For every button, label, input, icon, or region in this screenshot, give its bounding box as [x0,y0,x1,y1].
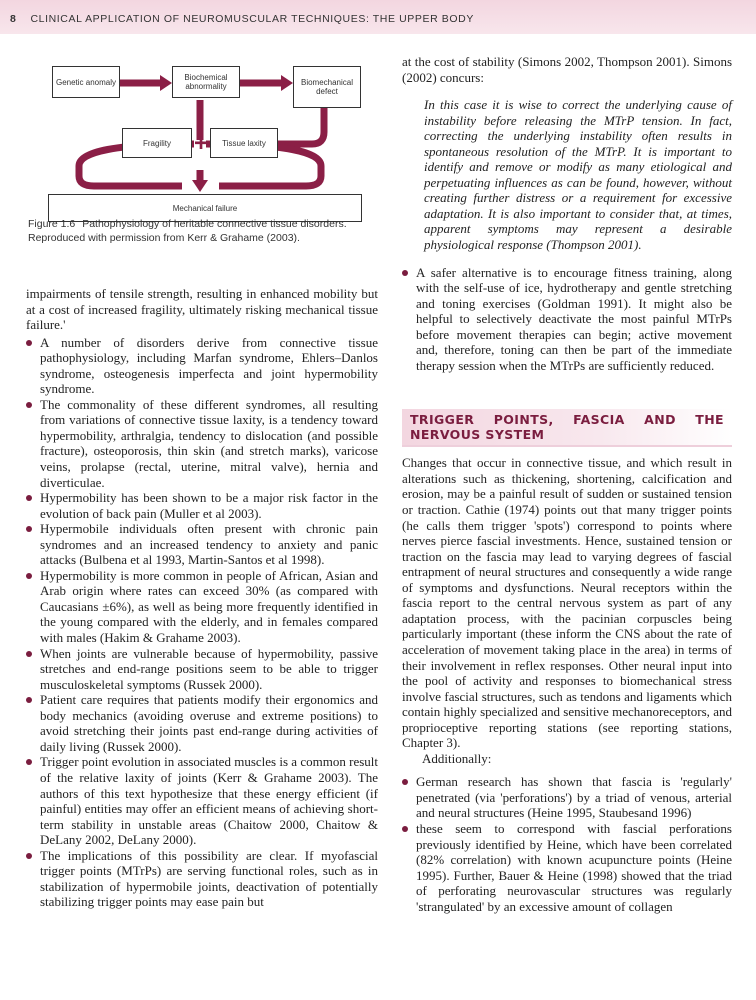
figure-diagram [34,62,378,238]
arrowhead-2 [281,75,293,91]
box-mechanical-failure: Mechanical failure [48,194,362,222]
box-tissue-laxity: Tissue laxity [210,128,278,158]
page-number: 8 [10,13,17,25]
figure-caption-label: Figure 1.6 [28,218,76,230]
intro-paragraph: impairments of tensile strength, resulting in enhanced mobility but at a cost of increased fragility, ultimately risking mechanical tissue failure.' [26,286,378,333]
box-genetic-anomaly: Genetic anomaly [52,66,120,98]
list-item: When joints are vulnerable because of hypermobility, passive stretches and end-range positions seem to be able to trigger musculoskeletal symptoms (Russek 2000). [26,646,378,693]
left-column [26,286,378,910]
left-bullet-list [26,335,378,910]
running-header [0,8,756,30]
box-fragility: Fragility [122,128,192,158]
list-item: Patient care requires that patients modify their ergonomics and body mechanics (avoiding overuse and extreme positions) to avoid stretching their joints past end-range during activities of daily living (Russek 2000). [26,692,378,754]
block-quote: In this case it is wise to correct the underlying cause of instability before releasing the MTrP tension. In fact, correcting the underlying instability often results in spontaneous resolution of the MTrP. It is important to identify and remove or modify as many etiological and perpetuating influences as can be found, however, without creating further distress or a requirement for excessive adaptation. It is also important to consider that, at times, apparent symptoms may represent a desirable physiological response (Thompson 2001). [424,97,732,253]
running-title: CLINICAL APPLICATION OF NEUROMUSCULAR TECHNIQUES: THE UPPER BODY [30,13,474,25]
list-item: A safer alternative is to encourage fitness training, along with the self-use of ice, hydrotherapy and gentle stretching and toning exercises (Goldman 1991). It might also be helpful to selectively deactivate the most painful MTrPs before movement therapies can begin; active movement and, therefore, toning can then be part of the immediate therapy session when the MTrPs are sufficiently reduced. [402,265,732,374]
list-item: Hypermobile individuals often present with chronic pain syndromes and an increased tendency to anxiety and panic attacks (Bulbena et al 1993, Martin-Santos et al 1998). [26,521,378,568]
section-paragraph: Changes that occur in connective tissue, and which result in alterations such as thickening, shortening, calcification and erosion, may be a painful result of sudden or sustained tension or traction. Cathie (1974) points out that many trigger points (he calls them trigger 'spots') correspond to points where nerves pierce fascial investments. Hence, sustained tension or traction on the fascia may lead to varying degrees of fascial entrapment of neural structures and consequently a wide range of symptoms and dysfunctions. Neural receptors within the fascia report to the central nervous system as part of any adaptation process, with the pacinian corpuscles being particularly important (these inform the CNS about the rate of acceleration of movement taking place in the area) in terms of their involvement in reflex responses. Other neural input into the pool of activity and responses to biomechanical stress involve fascial structures, such as tendons and ligaments which contain highly specialized and sensitive mechanoreceptors, and proprioceptive reporting stations (see reporting stations, Chapter 3). [402,455,732,751]
heading-rule [402,445,732,447]
right-column [402,54,732,914]
list-item: The implications of this possibility are clear. If myofascial trigger points (MTrPs) are serving functional roles, such as in stabilization of hypermobile joints, deactivation of potentially stabilizing trigger points may ease pain but [26,848,378,910]
arrowhead-failure [192,180,208,192]
figure-caption-text: Pathophysiology of heritable connective tissue disorders. Reproduced with permission from Kerr & Grahame (2003). [28,218,347,244]
figure-caption [28,218,378,245]
list-item: these seem to correspond with fascial perforations previously identified by Heine, which have been correlated (82% correlation) with known acupuncture points (Heine 1995). Further, Bauer & Heine (1998) showed that the triad of perforating neurovascular structures was regularly 'strangulated' by an excessive amount of collagen [402,821,732,914]
list-item: Hypermobility is more common in people of African, Asian and Arab origin where rates can exceed 30% (as compared with Caucasians ±6%), as well as being more frequently identified in the young compared with the elderly, and in females compared with males (Hakim & Grahame 2003). [26,568,378,646]
plus-sign: + [194,129,209,157]
box-biochemical-abnormality: Biochemical abnormality [172,66,240,98]
continuation-paragraph: at the cost of stability (Simons 2002, Thompson 2001). Simons (2002) concurs: [402,54,732,85]
arrowhead-1 [160,75,172,91]
right-bullet-list-bottom [402,774,732,914]
list-item: Hypermobility has been shown to be a major risk factor in the evolution of back pain (Muller et al 2003). [26,490,378,521]
additionally-label: Additionally: [422,750,492,766]
list-item: German research has shown that fascia is 'regularly' penetrated (via 'perforations') by a triad of venous, arterial and neural structures (Heine 1995, Staubesand 1996) [402,774,732,821]
list-item: The commonality of these different syndromes, all resulting from variations of connective tissue laxity, is a tendency toward hypermobility, arthralgia, tendency to dislocation (and possible fracture), osteoporosis, thin skin (and stretch marks), varicose veins, prolapse (rectal, uterine, mitral valve), hernia and diverticulae. [26,397,378,490]
box-biomechanical-defect: Biomechanical defect [293,66,361,108]
section-heading: TRIGGER POINTS, FASCIA AND THE NERVOUS SYSTEM [402,409,732,445]
list-item: A number of disorders derive from connective tissue pathophysiology, including Marfan syndrome, Ehlers–Danlos syndrome, osteogenesis imperfecta and joint hypermobility syndrome. [26,335,378,397]
right-bullet-list-top [402,265,732,374]
list-item: Trigger point evolution in associated muscles is a common result of the relative laxity of joints (Kerr & Grahame 2003). The authors of this text hypothesize that these energy efficient (if painful) entities may offer an efficient means of achieving short-term stability in unstable areas (Chaitow 2000, Chaitow & DeLany 2002, DeLany 2000). [26,754,378,847]
arrow-biomechanical-to-tissue-laxity [270,108,324,144]
